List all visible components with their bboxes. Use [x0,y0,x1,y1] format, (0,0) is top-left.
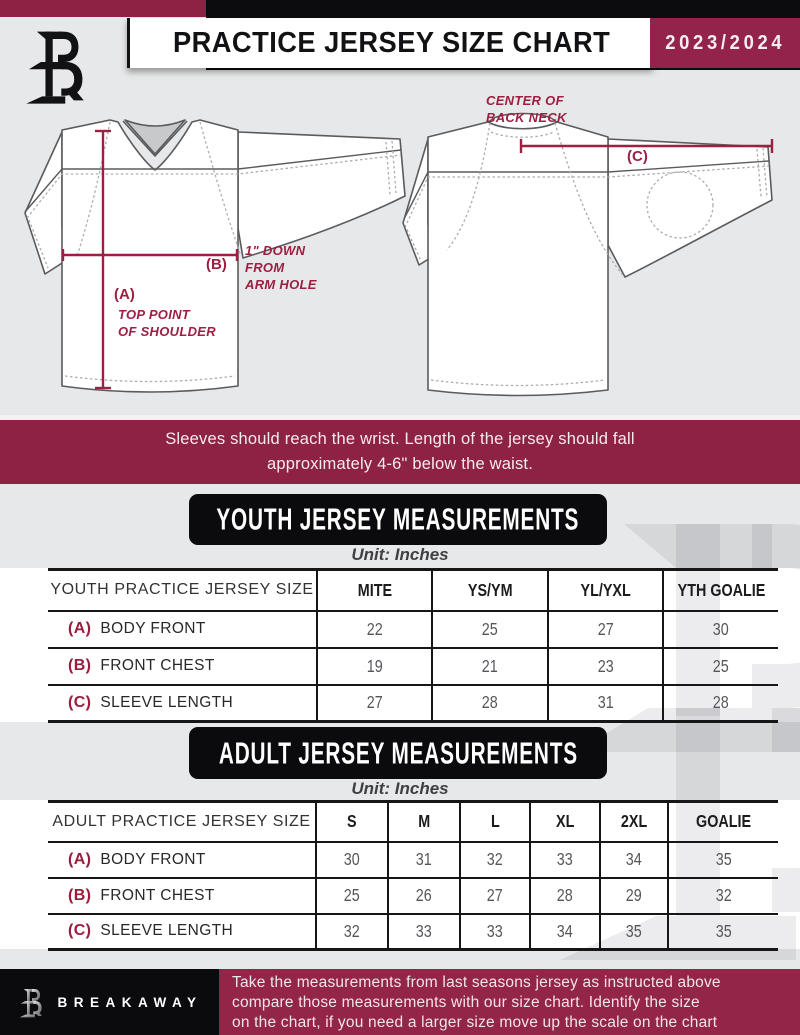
table-row [48,914,778,950]
row-label [48,842,316,878]
row-label-text: FRONT CHEST [100,886,215,904]
brand-logo-footer [19,986,45,1019]
footer-instruction-line: compare those measurements with our size chart. Identify the size [232,994,700,1011]
table-row [48,878,778,914]
table-cell: 30 [316,842,388,878]
table-cell: 23 [548,648,663,685]
column-header: GOALIE [668,802,778,842]
measure-c-desc-line: BACK NECK [486,110,567,125]
measure-c-tag: (C) [627,148,648,165]
footer-instruction-line: on the chart, if you need a larger size move up the scale on the chart [232,1014,718,1031]
row-label [48,878,316,914]
table-cell: 28 [663,685,778,722]
footer-instructions [219,969,800,1035]
column-header: YS/YM [432,570,548,611]
table-cell: 19 [317,648,432,685]
row-label [48,611,317,648]
measure-a-desc [118,306,216,340]
youth-section-title: YOUTH JERSEY MEASUREMENTS [216,501,580,537]
row-tag: (B) [68,886,92,904]
youth-table-corner-header: YOUTH PRACTICE JERSEY SIZE [48,570,317,611]
table-cell: 32 [460,842,530,878]
fit-notice-banner [0,415,800,484]
table-row [48,611,778,648]
fit-notice-line: Sleeves should reach the wrist. Length of the jersey should fall [165,430,635,448]
column-header: S [316,802,388,842]
row-label-text: BODY FRONT [100,850,206,868]
fit-notice-line: approximately 4-6" below the waist. [267,455,533,473]
adult-table-corner-header: ADULT PRACTICE JERSEY SIZE [48,802,316,842]
measure-b-tag: (B) [206,256,227,273]
measure-b-desc-line: ARM HOLE [245,277,317,292]
measure-b-desc-line: 1" DOWN [245,243,306,258]
table-cell: 32 [316,914,388,950]
table-cell: 35 [668,914,778,950]
row-tag: (C) [68,922,92,940]
footer-instruction-line: Take the measurements from last seasons jersey as instructed above [232,974,721,991]
measure-b-desc [245,242,317,293]
column-header: XL [530,802,600,842]
youth-section-banner [189,494,607,545]
table-cell: 28 [432,685,548,722]
table-row [48,842,778,878]
table-cell: 35 [668,842,778,878]
column-header: YL/YXL [548,570,663,611]
table-row [48,685,778,722]
table-cell: 33 [530,842,600,878]
table-cell: 35 [600,914,668,950]
row-tag: (B) [68,657,92,674]
page-title: PRACTICE JERSEY SIZE CHART [172,26,611,59]
row-label [48,648,317,685]
table-cell: 33 [388,914,460,950]
row-label-text: BODY FRONT [100,620,206,637]
column-header: L [460,802,530,842]
header-maroon-strip [0,0,206,17]
table-cell: 29 [600,878,668,914]
adult-section-banner [189,727,607,779]
table-cell: 21 [432,648,548,685]
measure-a-desc-line: TOP POINT [118,307,191,322]
table-cell: 27 [317,685,432,722]
table-cell: 25 [432,611,548,648]
table-cell: 30 [663,611,778,648]
table-cell: 28 [530,878,600,914]
table-cell: 34 [530,914,600,950]
season-label: 2023/2024 [664,31,786,54]
brand-logo [25,25,91,107]
adult-section-title: ADULT JERSEY MEASUREMENTS [218,734,578,771]
table-cell: 26 [388,878,460,914]
brand-name: BREAKAWAY [57,994,203,1010]
row-tag: (C) [68,693,92,711]
column-header: M [388,802,460,842]
table-cell: 34 [600,842,668,878]
column-header: YTH GOALIE [663,570,778,611]
table-cell: 31 [548,685,663,722]
column-header: 2XL [600,802,668,842]
table-cell: 32 [668,878,778,914]
adult-unit-label: Unit: Inches [351,779,449,798]
table-cell: 27 [460,878,530,914]
adult-size-table [48,800,778,951]
table-row [48,648,778,685]
table-cell: 31 [388,842,460,878]
measure-c-desc [486,92,567,126]
table-cell: 25 [316,878,388,914]
season-badge [650,18,800,68]
title-band [127,18,653,68]
footer-brand-block [0,969,219,1035]
measure-b-desc-line: FROM [245,260,285,275]
row-tag: (A) [68,620,92,637]
row-label-text: SLEEVE LENGTH [100,922,234,940]
table-cell: 22 [317,611,432,648]
youth-size-table [48,568,778,723]
row-label [48,914,316,950]
table-cell: 25 [663,648,778,685]
back-jersey-diagram [395,105,800,405]
row-label-text: FRONT CHEST [100,657,215,674]
column-header: MITE [317,570,432,611]
row-tag: (A) [68,850,92,868]
measure-a-tag: (A) [114,286,135,303]
measure-c-desc-line: CENTER OF [486,93,564,108]
row-label [48,685,317,722]
row-label-text: SLEEVE LENGTH [100,693,234,711]
table-cell: 27 [548,611,663,648]
measure-a-desc-line: OF SHOULDER [118,324,216,339]
table-cell: 33 [460,914,530,950]
youth-unit-label: Unit: Inches [351,545,449,564]
